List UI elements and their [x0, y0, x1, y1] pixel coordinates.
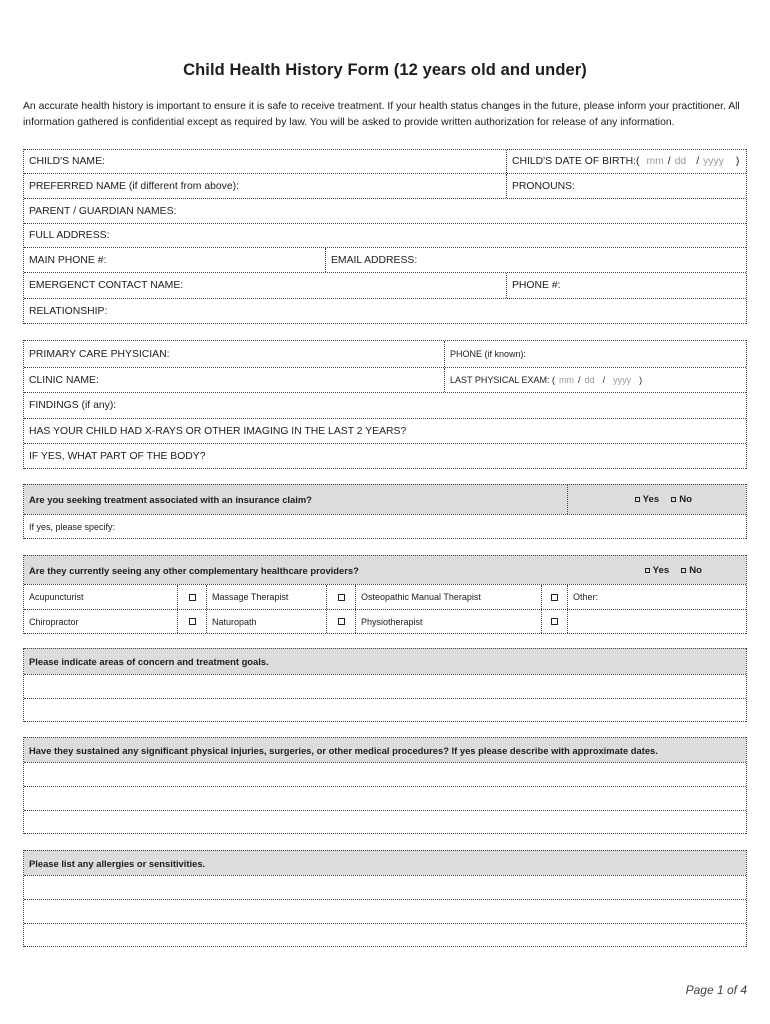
- insurance-question: Are you seeking treatment associated with an insurance claim?: [29, 494, 312, 505]
- injuries-table: [23, 737, 747, 834]
- insurance-yes-option[interactable]: Yes: [635, 494, 660, 505]
- allergies-heading: Please list any allergies or sensitivities.: [29, 857, 206, 869]
- clinic-name-field[interactable]: CLINIC NAME:: [29, 374, 99, 386]
- provider-physiotherapist: Physiotherapist: [355, 610, 541, 633]
- injuries-line-2[interactable]: [24, 787, 746, 810]
- childs-name-field[interactable]: CHILD'S NAME:: [29, 156, 105, 167]
- injuries-heading: Have they sustained any significant physical injuries, surgeries, or other medical procedures? If yes please describe with approximate dates.: [29, 744, 658, 756]
- intro-text: An accurate health history is important to ensure it is safe to receive treatment. If your health status changes in the future, please inform your practitioner. All information gathered is confidential except as required by law. You will be asked to provide written authorization for release of any information.: [23, 101, 740, 128]
- naturopath-checkbox[interactable]: [326, 610, 355, 633]
- emergency-phone-field[interactable]: PHONE #:: [506, 273, 746, 298]
- last-exam-field[interactable]: LAST PHYSICAL EXAM: ( mm / dd / yyyy ): [444, 368, 746, 392]
- provider-osteopathic: Osteopathic Manual Therapist: [355, 585, 541, 609]
- dob-field[interactable]: CHILD'S DATE OF BIRTH:( mm / dd / yyyy ): [506, 150, 746, 173]
- physician-field[interactable]: PRIMARY CARE PHYSICIAN:: [29, 348, 170, 360]
- massage-checkbox[interactable]: [326, 585, 355, 609]
- email-field[interactable]: EMAIL ADDRESS:: [325, 248, 746, 272]
- preferred-name-field[interactable]: PREFERRED NAME (if different from above):: [29, 180, 239, 192]
- checkbox-icon: [671, 497, 676, 502]
- emergency-contact-field[interactable]: EMERGENCT CONTACT NAME:: [29, 280, 184, 291]
- insurance-table: [23, 484, 747, 539]
- checkbox-icon: [338, 618, 345, 625]
- provider-acupuncturist: Acupuncturist: [29, 592, 84, 602]
- medical-info-table: [23, 340, 747, 469]
- main-phone-field[interactable]: MAIN PHONE #:: [29, 254, 107, 266]
- allergies-line-3[interactable]: [24, 924, 746, 946]
- providers-no-option[interactable]: No: [681, 565, 702, 576]
- provider-chiropractor: Chiropractor: [29, 616, 79, 627]
- insurance-specify-field[interactable]: If yes, please specify:: [29, 521, 116, 532]
- provider-massage: Massage Therapist: [206, 585, 326, 609]
- concerns-heading: Please indicate areas of concern and treatment goals.: [29, 656, 269, 667]
- chiropractor-checkbox[interactable]: [177, 610, 206, 633]
- checkbox-icon: [189, 618, 196, 625]
- checkbox-icon: [551, 594, 558, 601]
- body-part-field[interactable]: IF YES, WHAT PART OF THE BODY?: [29, 450, 206, 462]
- physician-phone-field[interactable]: PHONE (if known):: [444, 341, 746, 367]
- concerns-table: [23, 648, 747, 722]
- injuries-line-1[interactable]: [24, 763, 746, 786]
- guardian-names-field[interactable]: PARENT / GUARDIAN NAMES:: [29, 205, 177, 217]
- injuries-line-3[interactable]: [24, 811, 746, 833]
- concerns-line-1[interactable]: [24, 675, 746, 698]
- allergies-line-2[interactable]: [24, 900, 746, 923]
- provider-naturopath: Naturopath: [206, 610, 326, 633]
- checkbox-icon: [551, 618, 558, 625]
- allergies-table: [23, 850, 747, 947]
- checkbox-icon: [635, 497, 640, 502]
- full-address-field[interactable]: FULL ADDRESS:: [29, 230, 110, 241]
- providers-yes-option[interactable]: Yes: [645, 565, 670, 576]
- form-title: Child Health History Form (12 years old and under): [183, 61, 587, 79]
- checkbox-icon: [681, 568, 686, 573]
- provider-other-field[interactable]: Other:: [567, 585, 746, 609]
- osteopathic-checkbox[interactable]: [541, 585, 567, 609]
- providers-question: Are they currently seeing any other complementary healthcare providers? Yes No: [29, 564, 702, 576]
- personal-info-table: [23, 149, 747, 324]
- provider-other-extra-field[interactable]: [567, 610, 746, 633]
- insurance-no-option[interactable]: No: [671, 494, 692, 505]
- physiotherapist-checkbox[interactable]: [541, 610, 567, 633]
- acupuncturist-checkbox[interactable]: [177, 585, 206, 609]
- pronouns-field[interactable]: PRONOUNS:: [506, 174, 746, 198]
- findings-field[interactable]: FINDINGS (if any):: [29, 400, 117, 411]
- checkbox-icon: [645, 568, 650, 573]
- relationship-field[interactable]: RELATIONSHIP:: [29, 305, 108, 317]
- checkbox-icon: [189, 594, 196, 601]
- page-number: Page 1 of 4: [685, 983, 747, 997]
- checkbox-icon: [338, 594, 345, 601]
- xrays-question-field[interactable]: HAS YOUR CHILD HAD X-RAYS OR OTHER IMAGING IN THE LAST 2 YEARS?: [29, 425, 407, 437]
- allergies-line-1[interactable]: [24, 876, 746, 899]
- providers-table: [23, 555, 747, 634]
- concerns-line-2[interactable]: [24, 699, 746, 721]
